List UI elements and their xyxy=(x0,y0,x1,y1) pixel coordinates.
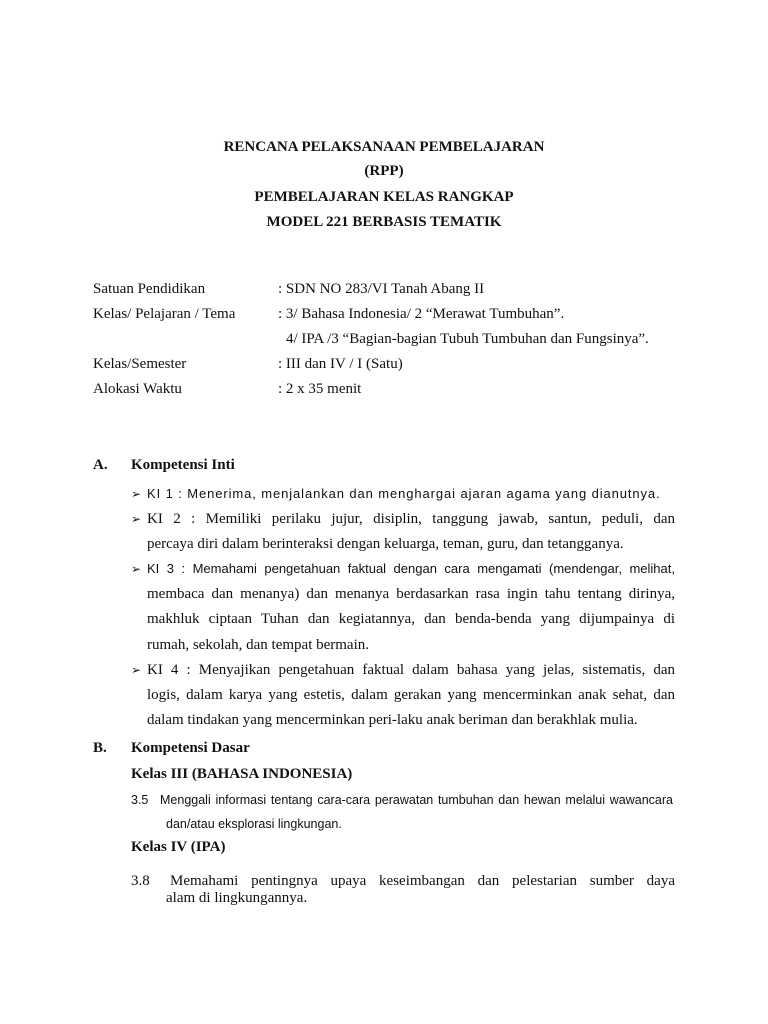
ki-4-line-2: logis, dalam karya yang estetis, dalam gerakan yang mencerminkan anak sehat, dan xyxy=(147,687,675,703)
title-line-3: PEMBELAJARAN KELAS RANGKAP xyxy=(254,189,514,205)
ki-2-line-1: KI 2 : Memiliki perilaku jujur, disiplin, tanggung jawab, santun, peduli, dan xyxy=(147,511,675,527)
title-line-4: MODEL 221 BERBASIS TEMATIK xyxy=(266,214,502,230)
ki-1-line-1: KI 1 : Menerima, menjalankan dan menghargai ajaran agama yang dianutnya. xyxy=(147,486,661,501)
section-b-heading: Kompetensi Dasar xyxy=(131,740,250,756)
time-allocation-label: Alokasi Waktu xyxy=(93,381,182,397)
ki-4-line-1: KI 4 : Menyajikan pengetahuan faktual dalam bahasa yang jelas, sistematis, dan xyxy=(147,662,675,678)
semester-label: Kelas/Semester xyxy=(93,356,187,372)
ki-3-line-4: rumah, sekolah, dan tempat bermain. xyxy=(147,637,370,653)
section-a-heading: Kompetensi Inti xyxy=(131,457,235,473)
arrow-bullet-icon xyxy=(131,560,145,578)
kd-3-5-line-2: dan/atau eksplorasi lingkungan. xyxy=(166,817,342,831)
ki-3-line-3: makhluk ciptaan Tuhan dan kegiatannya, dan benda-benda yang dijumpainya di xyxy=(147,611,675,627)
kd-3-8-line-1: Memahami pentingnya upaya keseimbangan dan pelestarian sumber daya xyxy=(170,873,675,889)
arrow-bullet-icon xyxy=(131,510,145,528)
ki-2-line-2: percaya diri dalam berinteraksi dengan keluarga, teman, guru, dan tetangganya. xyxy=(147,536,624,552)
kd-3-5-number: 3.5 xyxy=(131,793,149,807)
arrow-bullet-icon xyxy=(131,661,145,679)
kd-3-5-line-1: Menggali informasi tentang cara-cara perawatan tumbuhan dan hewan melalui wawancara xyxy=(160,793,673,807)
class-subject-theme-value-2: 4/ IPA /3 “Bagian-bagian Tubuh Tumbuhan dan Fungsinya”. xyxy=(286,331,649,347)
ki-3-line-1: KI 3 : Memahami pengetahuan faktual dengan cara mengamati (mendengar, melihat, xyxy=(147,561,675,576)
semester-value: : III dan IV / I (Satu) xyxy=(278,356,403,372)
school-value: : SDN NO 283/VI Tanah Abang II xyxy=(278,281,485,297)
class-iii-heading: Kelas III (BAHASA INDONESIA) xyxy=(131,766,353,782)
time-allocation-value: : 2 x 35 menit xyxy=(278,381,362,397)
ki-3-line-2: membaca dan menanya) dan menanya berdasarkan rasa ingin tahu tentang dirinya, xyxy=(147,586,675,602)
title-line-2: (RPP) xyxy=(364,163,404,179)
class-subject-theme-value-1: : 3/ Bahasa Indonesia/ 2 “Merawat Tumbuhan”. xyxy=(278,306,565,322)
ki-4-line-3: dalam tindakan yang mencerminkan peri-laku anak beriman dan berakhlak mulia. xyxy=(147,712,638,728)
section-b-letter: B. xyxy=(93,740,107,756)
class-iv-heading: Kelas IV (IPA) xyxy=(131,839,226,855)
school-label: Satuan Pendidikan xyxy=(93,281,206,297)
class-subject-theme-label: Kelas/ Pelajaran / Tema xyxy=(93,306,236,322)
kd-3-8-line-2: alam di lingkungannya. xyxy=(166,890,308,906)
title-line-1: RENCANA PELAKSANAAN PEMBELAJARAN xyxy=(223,139,545,155)
section-a-letter: A. xyxy=(93,457,108,473)
arrow-bullet-icon xyxy=(131,485,145,503)
kd-3-8-number: 3.8 xyxy=(131,873,150,889)
